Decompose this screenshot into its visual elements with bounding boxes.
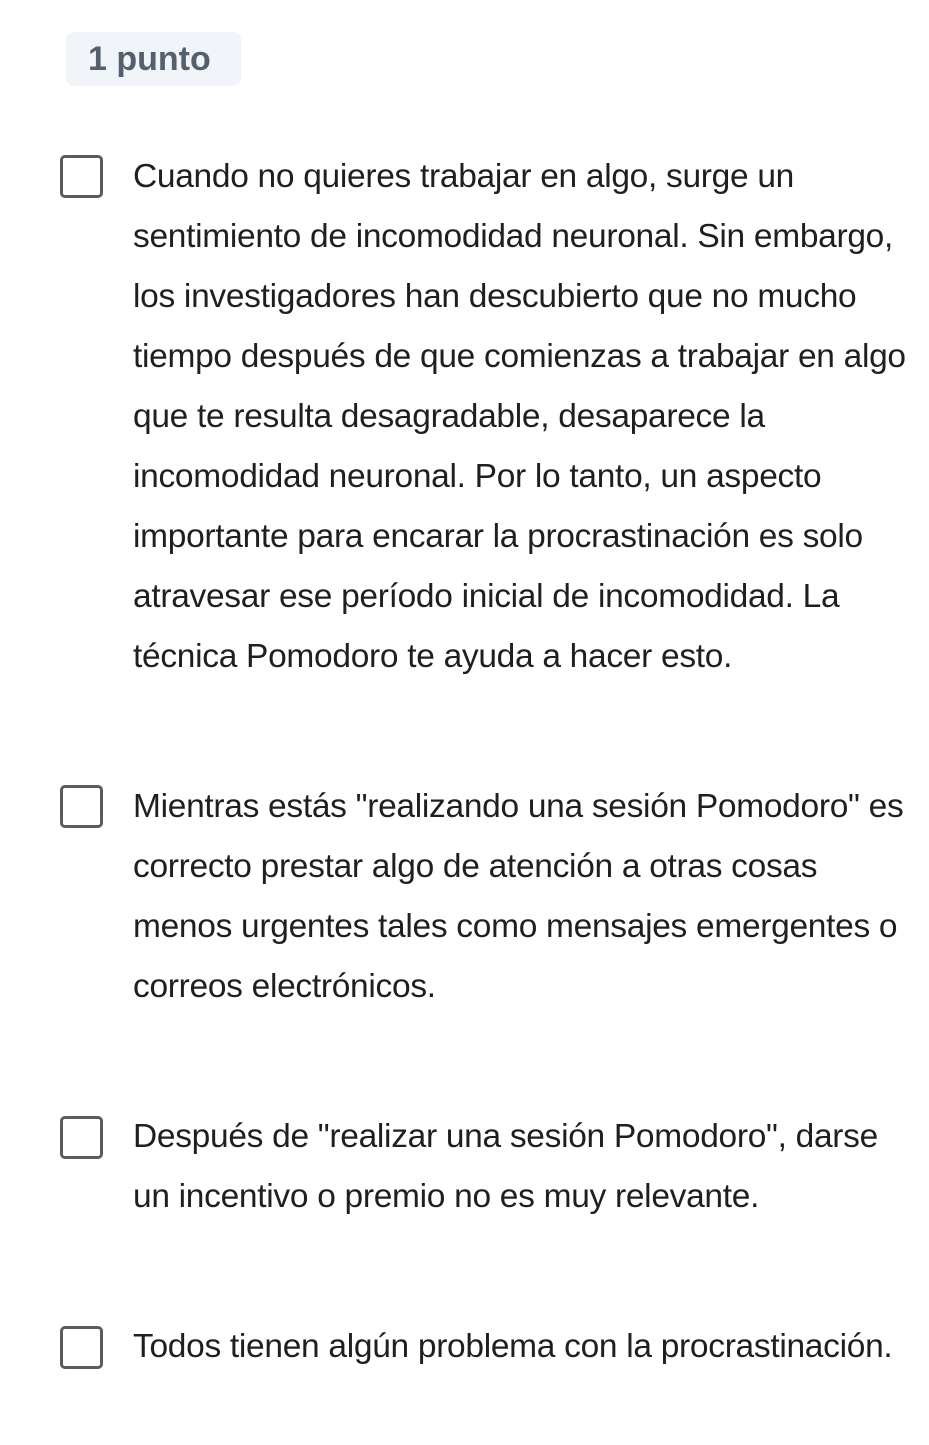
option-1-text[interactable]: Cuando no quieres trabajar en algo, surge un sentimiento de incomodidad neuronal. Sin embargo, los investigadores han descubierto que no mucho tiempo después de que comienzas a trabajar en algo que te resulta desagradable, desaparece la incomodidad neuronal. Por lo tanto, un aspecto importante para encarar la procrastinación es solo atravesar ese período inicial de incomodidad. La técnica Pomodoro te ayuda a hacer esto. [133, 158, 906, 675]
points-badge [66, 32, 241, 86]
checkbox-option-2[interactable] [60, 785, 103, 828]
checkbox-option-4[interactable] [60, 1326, 103, 1369]
checkbox-option-1[interactable] [60, 155, 103, 198]
checkbox-option-3[interactable] [60, 1116, 103, 1159]
option-3-text[interactable]: Después de "realizar una sesión Pomodoro", darse un incentivo o premio no es muy relevante. [133, 1118, 878, 1215]
points-label: 1 punto [88, 39, 211, 78]
option-2-text[interactable]: Mientras estás "realizando una sesión Pomodoro" es correcto prestar algo de atención a otras cosas menos urgentes tales como mensajes emergentes o correos electrónicos. [133, 788, 904, 1005]
option-4-text[interactable]: Todos tienen algún problema con la procrastinación. [133, 1328, 893, 1365]
